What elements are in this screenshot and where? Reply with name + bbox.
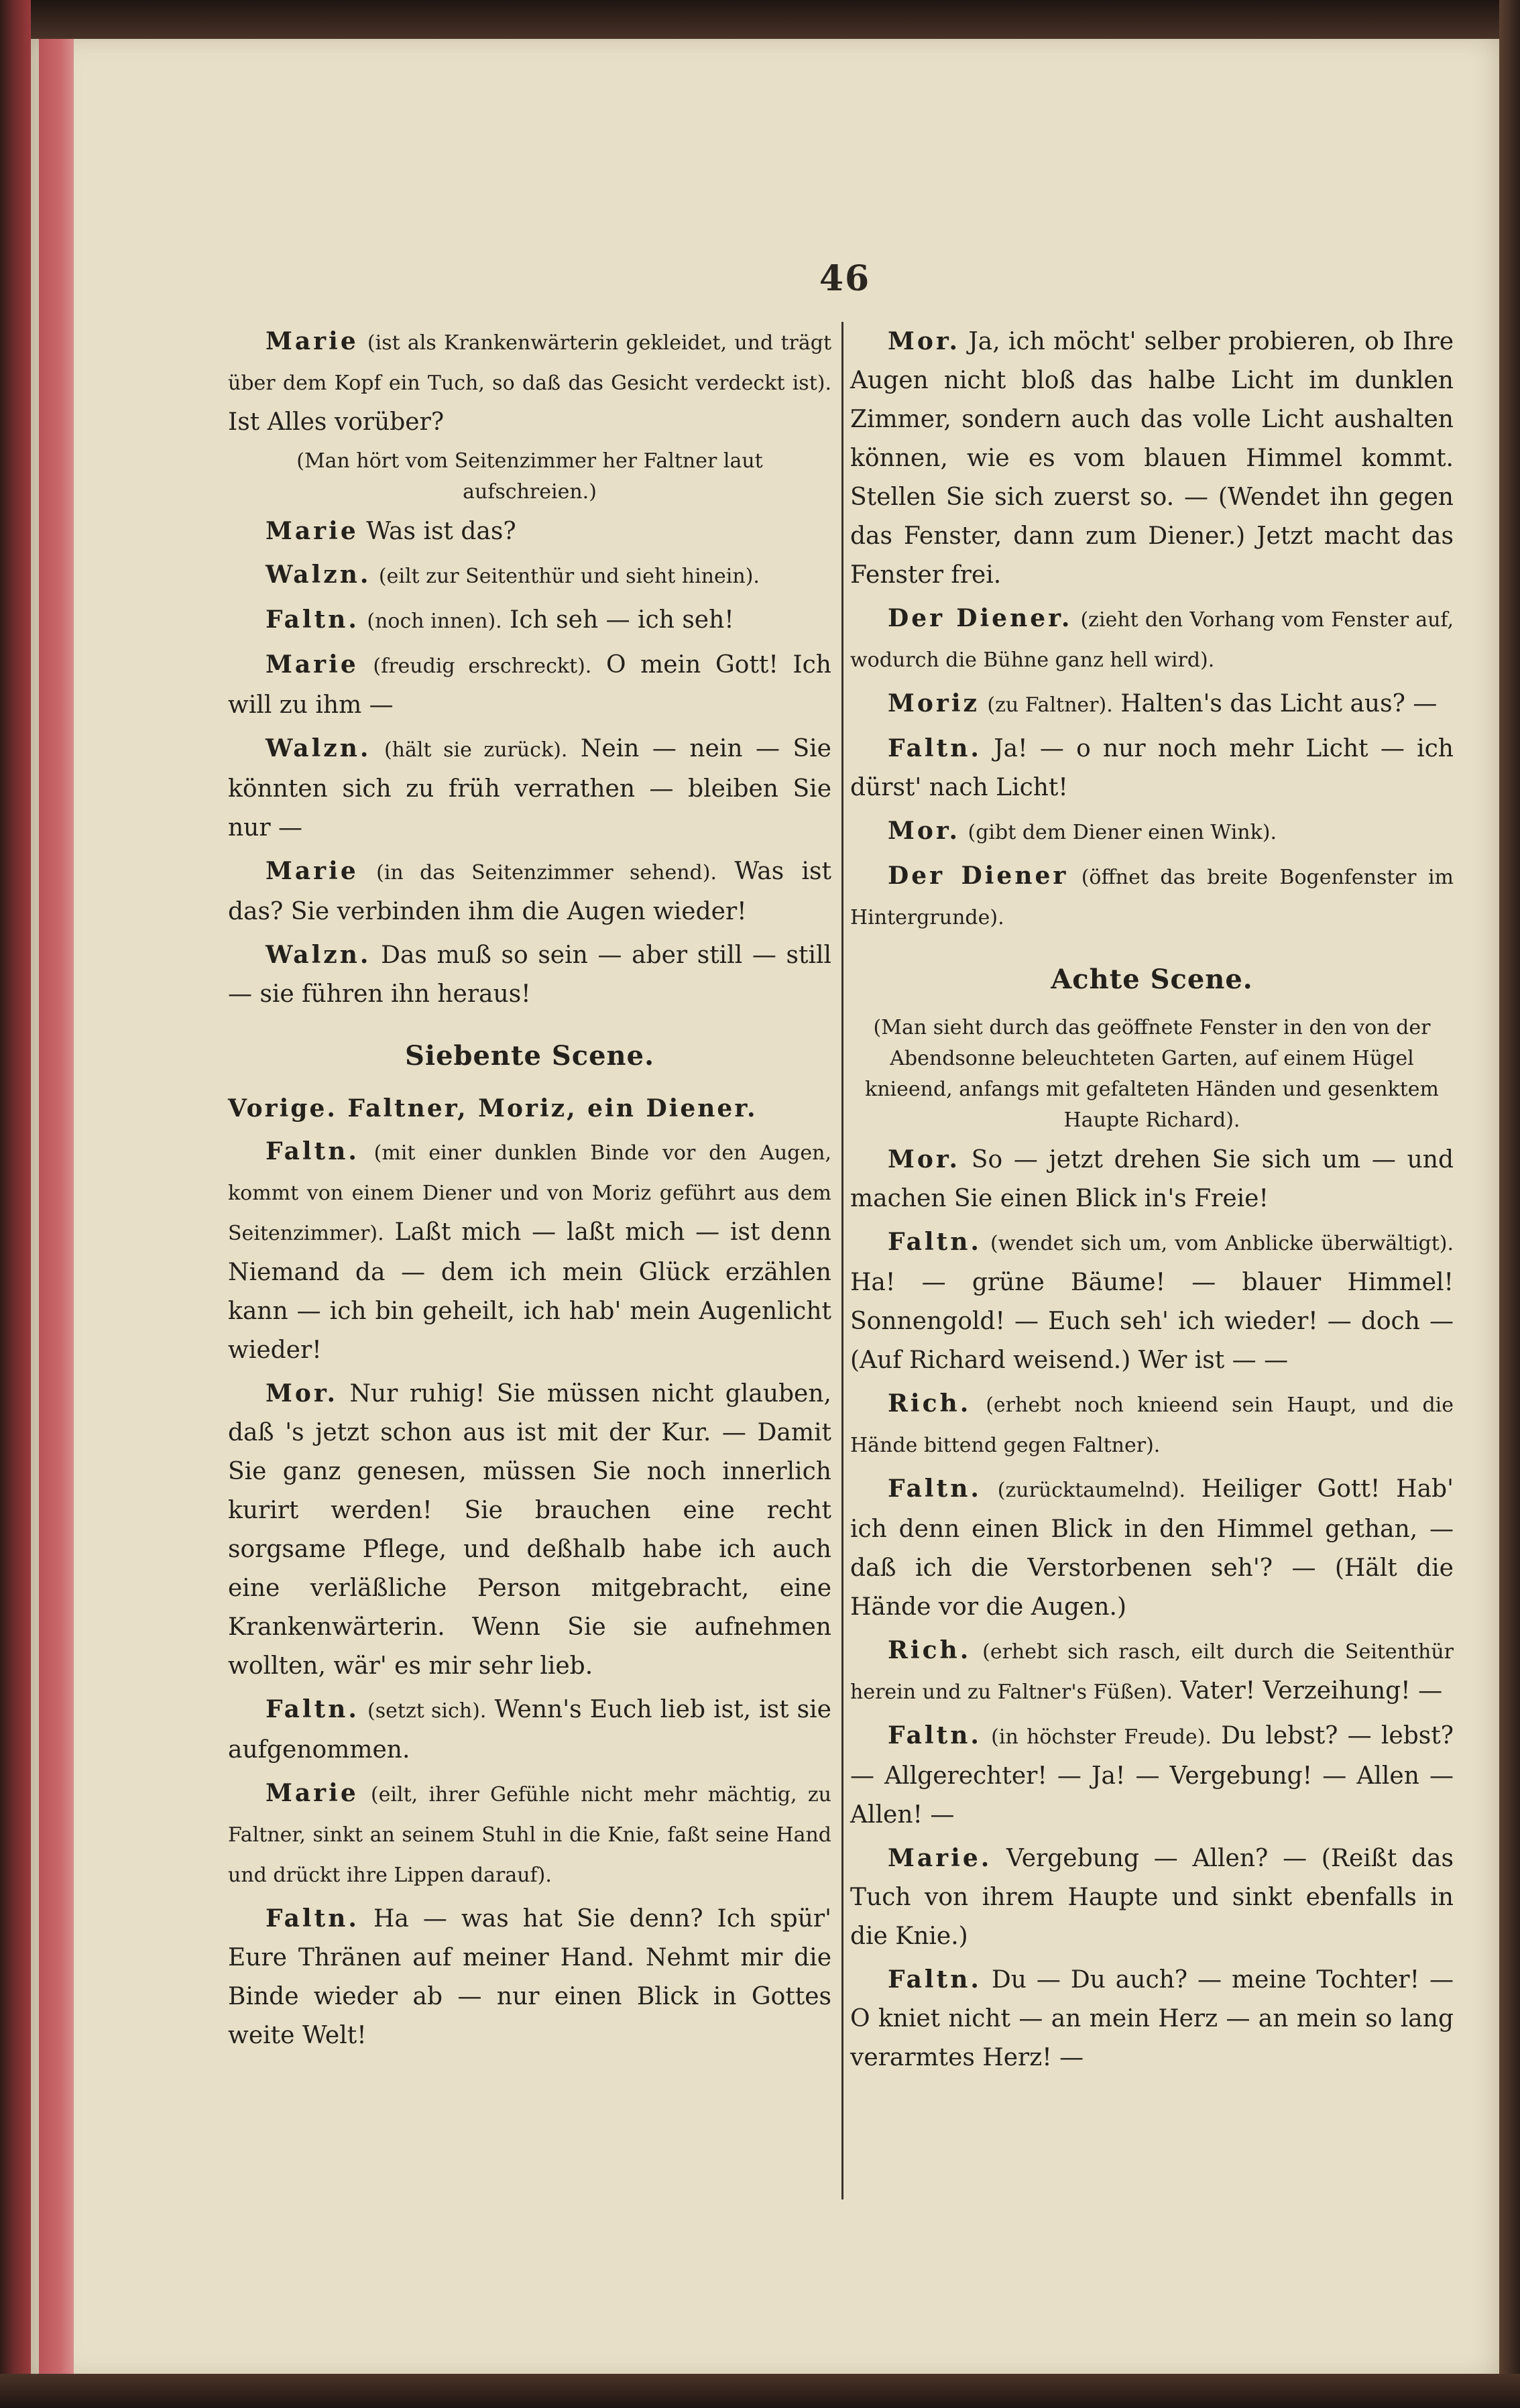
- spoken-text: Laßt mich — laßt mich — ist denn Niemand da — dem ich mein Glück erzählen kann — ich bin geheilt, ich hab' mein Augenlicht wieder!: [228, 1218, 831, 1364]
- speech-paragraph: [228, 600, 831, 641]
- speaker-name: Faltn.: [888, 1228, 982, 1256]
- spoken-text: Das muß so sein — aber still — still — sie führen ihn heraus!: [228, 941, 831, 1008]
- spoken-text: Ha! — grüne Bäume! — blauer Himmel! Sonnengold! — Euch seh' ich wieder! — doch — (Auf Richard weisend.) Wer ist — —: [850, 1269, 1454, 1374]
- spoken-text: Ist Alles vorüber?: [228, 408, 445, 436]
- speech-paragraph: [850, 729, 1454, 807]
- stage-direction: (zu Faltner).: [987, 693, 1113, 717]
- stage-direction: (wendet sich um, vom Anblicke überwältigt).: [990, 1232, 1454, 1255]
- book-cover-bottom: [0, 2374, 1520, 2408]
- stage-direction: (eilt, ihrer Gefühle nicht mehr mächtig, zu Faltner, sinkt an seinem Stuhl in die Knie, faßt seine Hand und drückt ihre Lippen darauf).: [228, 1783, 831, 1887]
- spoken-text: Du — Du auch? — meine Tochter! — O kniet nicht — an mein Herz — an mein so lang verarmtes Herz! —: [850, 1966, 1454, 2071]
- speaker-name: Walzn.: [266, 941, 371, 969]
- speech-paragraph: [850, 1384, 1454, 1465]
- speech-paragraph: [228, 1374, 831, 1686]
- speaker-name: Faltn.: [888, 734, 982, 762]
- stage-direction: (noch innen).: [367, 610, 502, 633]
- speaker-name: Marie: [266, 327, 359, 355]
- page-number: 46: [819, 258, 871, 299]
- stage-direction: (mit einer dunklen Binde vor den Augen, kommt von einem Diener und von Moriz geführt aus dem Seitenzimmer).: [228, 1141, 831, 1245]
- speaker-name: Faltn.: [888, 1475, 982, 1503]
- spoken-text: Nur ruhig! Sie müssen nicht glauben, daß 's jetzt schon aus ist mit der Kur. — Damit Sie ganz genesen, müssen Sie noch innerlich kurirt werden! Sie brauchen eine recht sorgsame Pflege, und deßhalb habe ich auch eine verläßliche Person mitgebracht, eine Krankenwärterin. Wenn Sie sie aufnehmen wollten, wär' es mir sehr lieb.: [228, 1380, 831, 1680]
- speech-paragraph: [850, 684, 1454, 725]
- spoken-text: Vater! Verzeihung! —: [1180, 1677, 1443, 1705]
- speaker-name: Walzn.: [266, 734, 371, 762]
- speech-paragraph: [228, 512, 831, 551]
- speech-paragraph: [850, 1469, 1454, 1627]
- speech-paragraph: [850, 811, 1454, 852]
- speaker-name: Mor.: [266, 1379, 339, 1408]
- speaker-name: Faltn.: [888, 1721, 982, 1750]
- speech-paragraph: [850, 599, 1454, 680]
- speaker-name: Mor.: [888, 1145, 961, 1173]
- speaker-name: Marie: [266, 857, 359, 885]
- stage-direction: (hält sie zurück).: [384, 738, 568, 762]
- spoken-text: Vergebung — Allen? — (Reißt das Tuch von ihrem Haupte und sinkt ebenfalls in die Knie.): [850, 1845, 1454, 1950]
- speech-paragraph: [850, 1631, 1454, 1712]
- speaker-name: Marie.: [888, 1844, 992, 1872]
- spoken-text: Halten's das Licht aus? —: [1120, 690, 1438, 718]
- speech-paragraph: [850, 1222, 1454, 1380]
- cast-list: Vorige. Faltner, Moriz, ein Diener.: [228, 1094, 758, 1123]
- speech-paragraph: [228, 555, 831, 596]
- stage-direction: (zurücktaumelnd).: [997, 1479, 1186, 1502]
- spoken-text: O mein Gott! Ich will zu ihm —: [228, 651, 831, 719]
- speech-paragraph: [850, 856, 1454, 937]
- spoken-text: Du lebst? — lebst? — Allgerechter! — Ja! — Vergebung! — Allen — Allen! —: [850, 1722, 1454, 1829]
- book-binding-right: [1499, 0, 1520, 2408]
- speaker-name: Rich.: [888, 1636, 972, 1664]
- speech-paragraph: [228, 645, 831, 725]
- speaker-name: Marie: [266, 517, 359, 545]
- spoken-text: Ha — was hat Sie denn? Ich spür' Eure Thränen auf meiner Hand. Nehmt mir die Binde wieder ab — nur einen Blick in Gottes weite Welt!: [228, 1905, 831, 2049]
- stage-direction: (erhebt sich rasch, eilt durch die Seitenthür herein und zu Faltner's Füßen).: [850, 1640, 1454, 1704]
- stage-direction: (öffnet das breite Bogenfenster im Hintergrunde).: [850, 866, 1454, 929]
- spoken-text: Ja, ich möcht' selber probieren, ob Ihre Augen nicht bloß das halbe Licht im dunklen Zimmer, sondern auch das volle Licht aushalten können, wie es vom blauen Himmel kommt. Stellen Sie sich zuerst so. — (Wendet ihn gegen das Fenster, dann zum Diener.) Jetzt macht das Fenster frei.: [850, 328, 1454, 589]
- stage-direction: (gibt dem Diener einen Wink).: [968, 821, 1277, 844]
- speech-paragraph: [228, 1132, 831, 1370]
- stage-direction: (Man hört vom Seitenzimmer her Faltner laut aufschreien.): [296, 449, 763, 504]
- speaker-name: Der Diener.: [888, 604, 1073, 632]
- speech-paragraph: [850, 1140, 1454, 1218]
- speech-paragraph: [228, 1774, 831, 1895]
- speech-paragraph: [850, 1960, 1454, 2077]
- spoken-text: Was ist das? Sie verbinden ihm die Augen wieder!: [228, 858, 832, 925]
- book-binding-left: [0, 0, 31, 2408]
- spoken-text: So — jetzt drehen Sie sich um — und machen Sie einen Blick in's Freie!: [850, 1146, 1454, 1212]
- speech-paragraph: [228, 1690, 831, 1770]
- speech-paragraph: [228, 935, 831, 1014]
- spoken-text: Nein — nein — Sie könnten sich zu früh verrathen — bleiben Sie nur —: [228, 735, 831, 842]
- stage-direction: (in das Seitenzimmer sehend).: [376, 861, 717, 884]
- speech-paragraph: [228, 729, 831, 848]
- spoken-text: Heiliger Gott! Hab' ich denn einen Blick in den Himmel gethan, — daß ich die Verstorbenen seh'? — (Hält die Hände vor die Augen.): [850, 1475, 1454, 1621]
- stage-direction: (zieht den Vorhang vom Fenster auf, wodurch die Bühne ganz hell wird).: [850, 608, 1454, 672]
- speaker-name: Faltn.: [266, 1137, 359, 1165]
- right-column: [850, 322, 1454, 2081]
- speaker-name: Marie: [266, 1779, 359, 1807]
- speech-paragraph: [228, 322, 831, 442]
- speech-paragraph: [228, 1899, 831, 2055]
- speech-paragraph: [850, 1839, 1454, 1956]
- stage-direction: (erhebt noch knieend sein Haupt, und die Hände bittend gegen Faltner).: [850, 1393, 1454, 1457]
- stage-direction: (freudig erschreckt).: [373, 654, 592, 678]
- speaker-name: Walzn.: [266, 561, 371, 589]
- spoken-text: Wenn's Euch lieb ist, ist sie aufgenommen.: [228, 1696, 831, 1764]
- spoken-text: Ich seh — ich seh!: [510, 606, 734, 634]
- scene-heading: Siebente Scene.: [404, 1040, 655, 1072]
- spoken-text: Ja! — o nur noch mehr Licht — ich dürst' nach Licht!: [850, 735, 1454, 801]
- speaker-name: Faltn.: [266, 1904, 359, 1933]
- left-column: [228, 322, 831, 2059]
- stage-direction: (in höchster Freude).: [991, 1725, 1212, 1749]
- stage-direction: (Man sieht durch das geöffnete Fenster in den von der Abendsonne beleuchteten Garten, auf einem Hügel knieend, anfangs mit gefalteten Händen und gesenktem Haupte Richard).: [865, 1016, 1439, 1132]
- speaker-name: Faltn.: [888, 1965, 982, 1994]
- speaker-name: Der Diener: [888, 862, 1069, 890]
- scene-heading: Achte Scene.: [1051, 964, 1253, 995]
- speaker-name: Moriz: [888, 689, 980, 718]
- speaker-name: Mor.: [888, 327, 961, 355]
- stage-direction: (setzt sich).: [367, 1699, 487, 1723]
- speaker-name: Faltn.: [266, 1695, 359, 1723]
- column-divider: [841, 322, 843, 2199]
- speech-paragraph: [228, 852, 831, 931]
- speaker-name: Marie: [266, 650, 359, 679]
- spoken-text: Was ist das?: [366, 518, 516, 545]
- speaker-name: Faltn.: [266, 606, 359, 634]
- speaker-name: Rich.: [888, 1389, 972, 1418]
- book-cover-top: [0, 0, 1520, 40]
- stage-direction: (eilt zur Seitenthür und sieht hinein).: [378, 565, 760, 588]
- speech-paragraph: [850, 1716, 1454, 1835]
- speaker-name: Mor.: [888, 817, 961, 845]
- speech-paragraph: [850, 322, 1454, 595]
- stage-direction: (ist als Krankenwärterin gekleidet, und trägt über dem Kopf ein Tuch, so daß das Gesicht verdeckt ist).: [228, 331, 831, 395]
- page-red-edge: [39, 39, 74, 2377]
